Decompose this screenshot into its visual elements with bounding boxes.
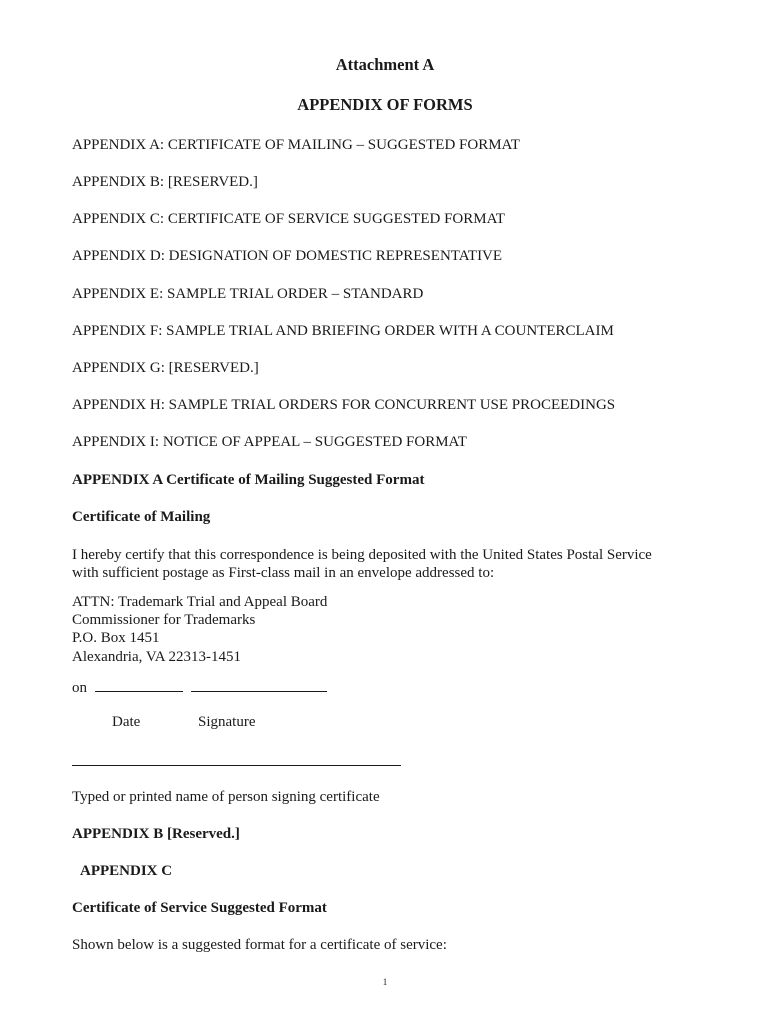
appendix-b-heading: APPENDIX B [Reserved.] xyxy=(72,826,240,842)
page-number: 1 xyxy=(382,977,388,987)
toc-item-f: APPENDIX F: SAMPLE TRIAL AND BRIEFING ORDER WITH A COUNTERCLAIM xyxy=(72,323,614,339)
date-signature-line xyxy=(72,677,327,697)
toc-item-b: APPENDIX B: [RESERVED.] xyxy=(72,174,258,190)
page-title: APPENDIX OF FORMS xyxy=(297,95,473,114)
date-label: Date xyxy=(112,714,141,730)
appendix-a-paragraph-line-1: I hereby certify that this correspondence is being deposited with the United States Postal Service xyxy=(72,547,652,563)
toc-item-c: APPENDIX C: CERTIFICATE OF SERVICE SUGGESTED FORMAT xyxy=(72,211,505,227)
toc-item-d: APPENDIX D: DESIGNATION OF DOMESTIC REPRESENTATIVE xyxy=(72,248,503,264)
toc-item-e: APPENDIX E: SAMPLE TRIAL ORDER – STANDARD xyxy=(72,286,424,302)
address-line-1: ATTN: Trademark Trial and Appeal Board xyxy=(72,594,328,610)
appendix-a-subheading: Certificate of Mailing xyxy=(72,509,211,525)
toc-item-h: APPENDIX H: SAMPLE TRIAL ORDERS FOR CONCURRENT USE PROCEEDINGS xyxy=(72,397,616,413)
appendix-a-paragraph-line-2: with sufficient postage as First-class mail in an envelope addressed to: xyxy=(72,565,495,581)
toc-item-g: APPENDIX G: [RESERVED.] xyxy=(72,360,259,376)
name-blank xyxy=(72,765,401,766)
signature-blank xyxy=(191,677,327,692)
toc-item-i: APPENDIX I: NOTICE OF APPEAL – SUGGESTED FORMAT xyxy=(72,434,467,450)
appendix-c-heading: APPENDIX C xyxy=(80,863,173,879)
appendix-a-heading: APPENDIX A Certificate of Mailing Suggested Format xyxy=(72,472,425,488)
attachment-title: Attachment A xyxy=(335,55,435,74)
address-line-4: Alexandria, VA 22313-1451 xyxy=(72,649,242,665)
appendix-c-intro: Shown below is a suggested format for a certificate of service: xyxy=(72,937,447,953)
appendix-c-subheading: Certificate of Service Suggested Format xyxy=(72,900,327,916)
address-line-3: P.O. Box 1451 xyxy=(72,630,160,646)
on-label: on xyxy=(72,680,87,696)
toc-item-a: APPENDIX A: CERTIFICATE OF MAILING – SUGGESTED FORMAT xyxy=(72,137,520,153)
address-line-2: Commissioner for Trademarks xyxy=(72,612,256,628)
date-blank xyxy=(95,677,183,692)
signature-label: Signature xyxy=(198,714,256,730)
typed-name-label: Typed or printed name of person signing certificate xyxy=(72,789,380,805)
